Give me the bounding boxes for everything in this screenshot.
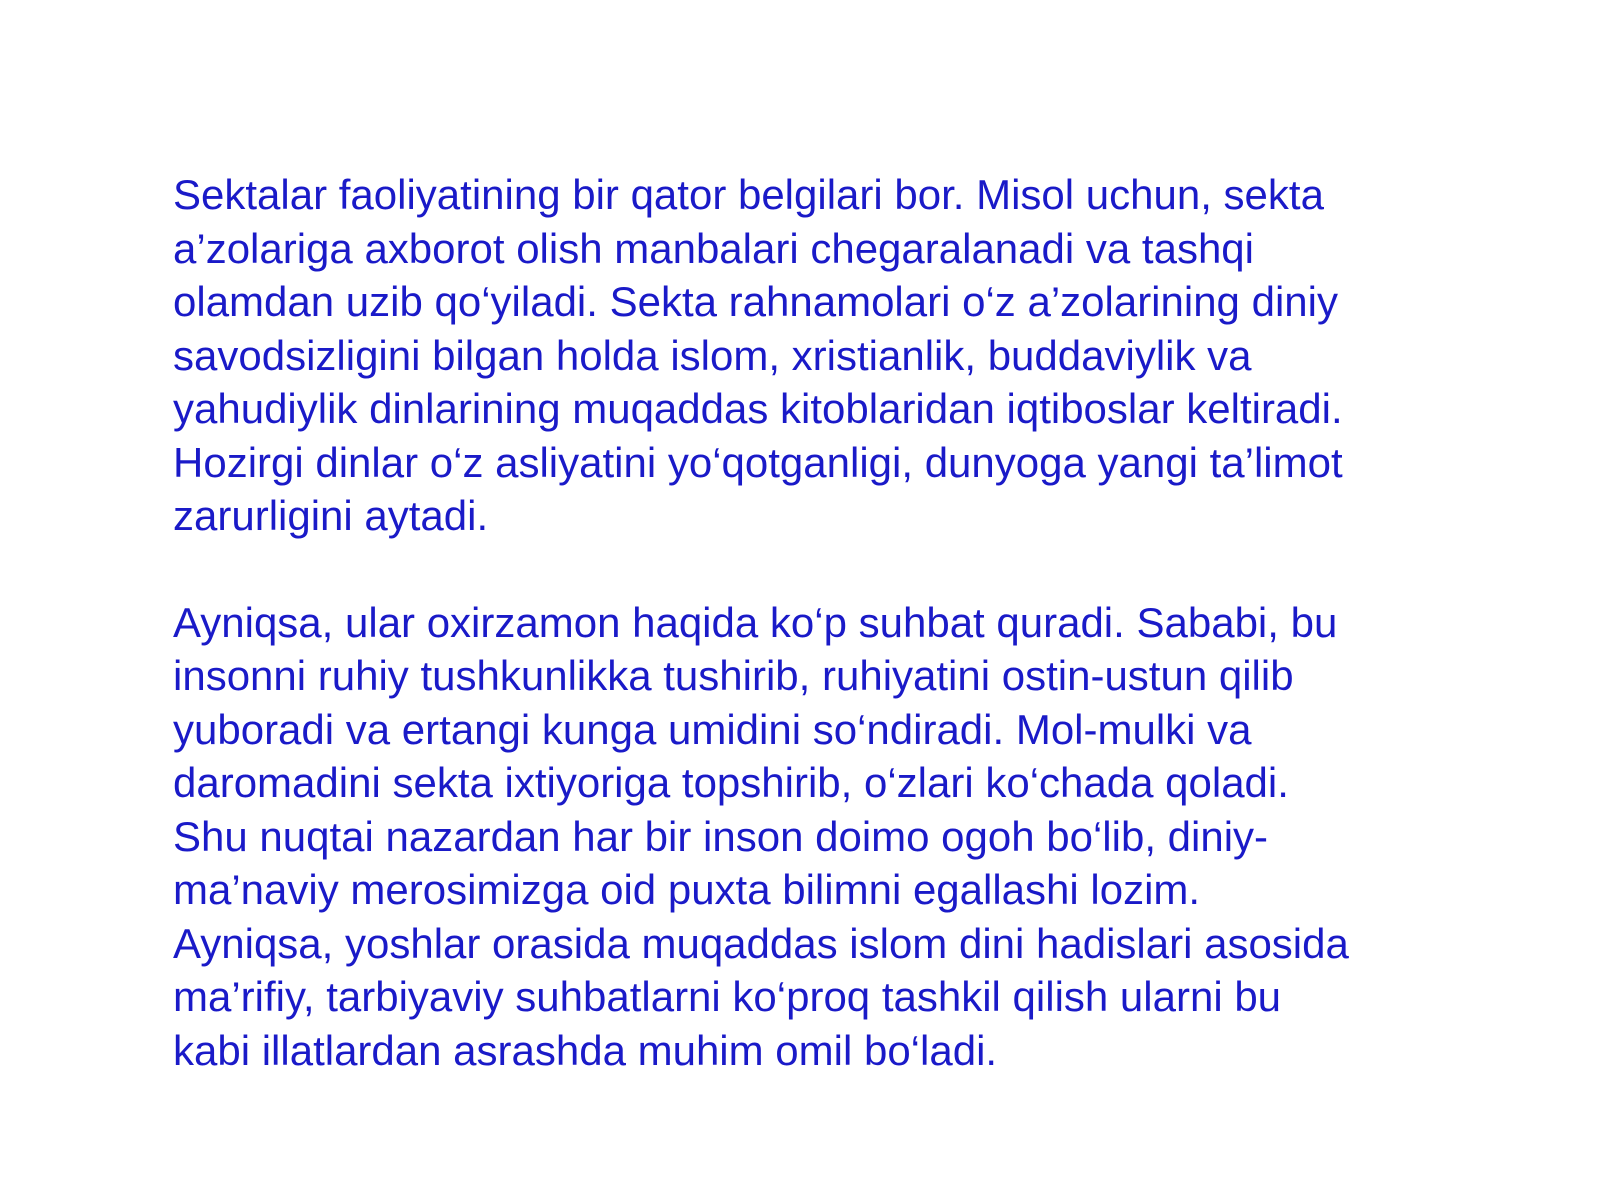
text-line: olamdan uzib qo‘yiladi. Sekta rahnamolari o‘z a’zolarining diniy — [173, 278, 1338, 325]
text-line: Shu nuqtai nazardan har bir inson doimo ogoh bo‘lib, diniy- — [173, 812, 1269, 860]
paragraph-2 — [173, 596, 1433, 1078]
text-line: insonni ruhiy tushkunlikka tushirib, ruhiyatini ostin-ustun qilib — [173, 652, 1294, 699]
text-line: zarurligini aytadi. — [173, 492, 489, 539]
text-line: savodsizligini bilgan holda islom, xristianlik, buddaviylik va — [173, 331, 1252, 379]
text-line: daromadini sekta ixtiyoriga topshirib, o‘zlari ko‘chada qoladi. — [173, 759, 1289, 806]
text-block — [173, 168, 1433, 1077]
text-line: a’zolariga axborot olish manbalari chegaralanadi va tashqi — [173, 224, 1254, 272]
paragraph-1 — [173, 168, 1433, 543]
text-line: Hozirgi dinlar o‘z asliyatini yo‘qotganligi, dunyoga yangi ta’limot — [173, 438, 1343, 486]
text-line: yahudiylik dinlarining muqaddas kitoblaridan iqtiboslar keltiradi. — [173, 385, 1343, 432]
text-line: ma’naviy merosimizga oid puxta bilimni egallashi lozim. — [173, 866, 1201, 913]
text-line: yuboradi va ertangi kunga umidini so‘ndiradi. Mol-mulki va — [173, 705, 1252, 753]
text-line: Ayniqsa, ular oxirzamon haqida ko‘p suhbat quradi. Sababi, bu — [173, 598, 1338, 646]
text-line: kabi illatlardan asrashda muhim omil bo‘ladi. — [173, 1026, 998, 1074]
text-line: Ayniqsa, yoshlar orasida muqaddas islom dini hadislari asosida — [173, 919, 1349, 967]
text-line: Sektalar faoliyatining bir qator belgilari bor. Misol uchun, sekta — [173, 171, 1324, 218]
text-line: ma’rifiy, tarbiyaviy suhbatlarni ko‘proq tashkil qilish ularni bu — [173, 973, 1282, 1020]
paragraph-gap — [173, 543, 1433, 596]
